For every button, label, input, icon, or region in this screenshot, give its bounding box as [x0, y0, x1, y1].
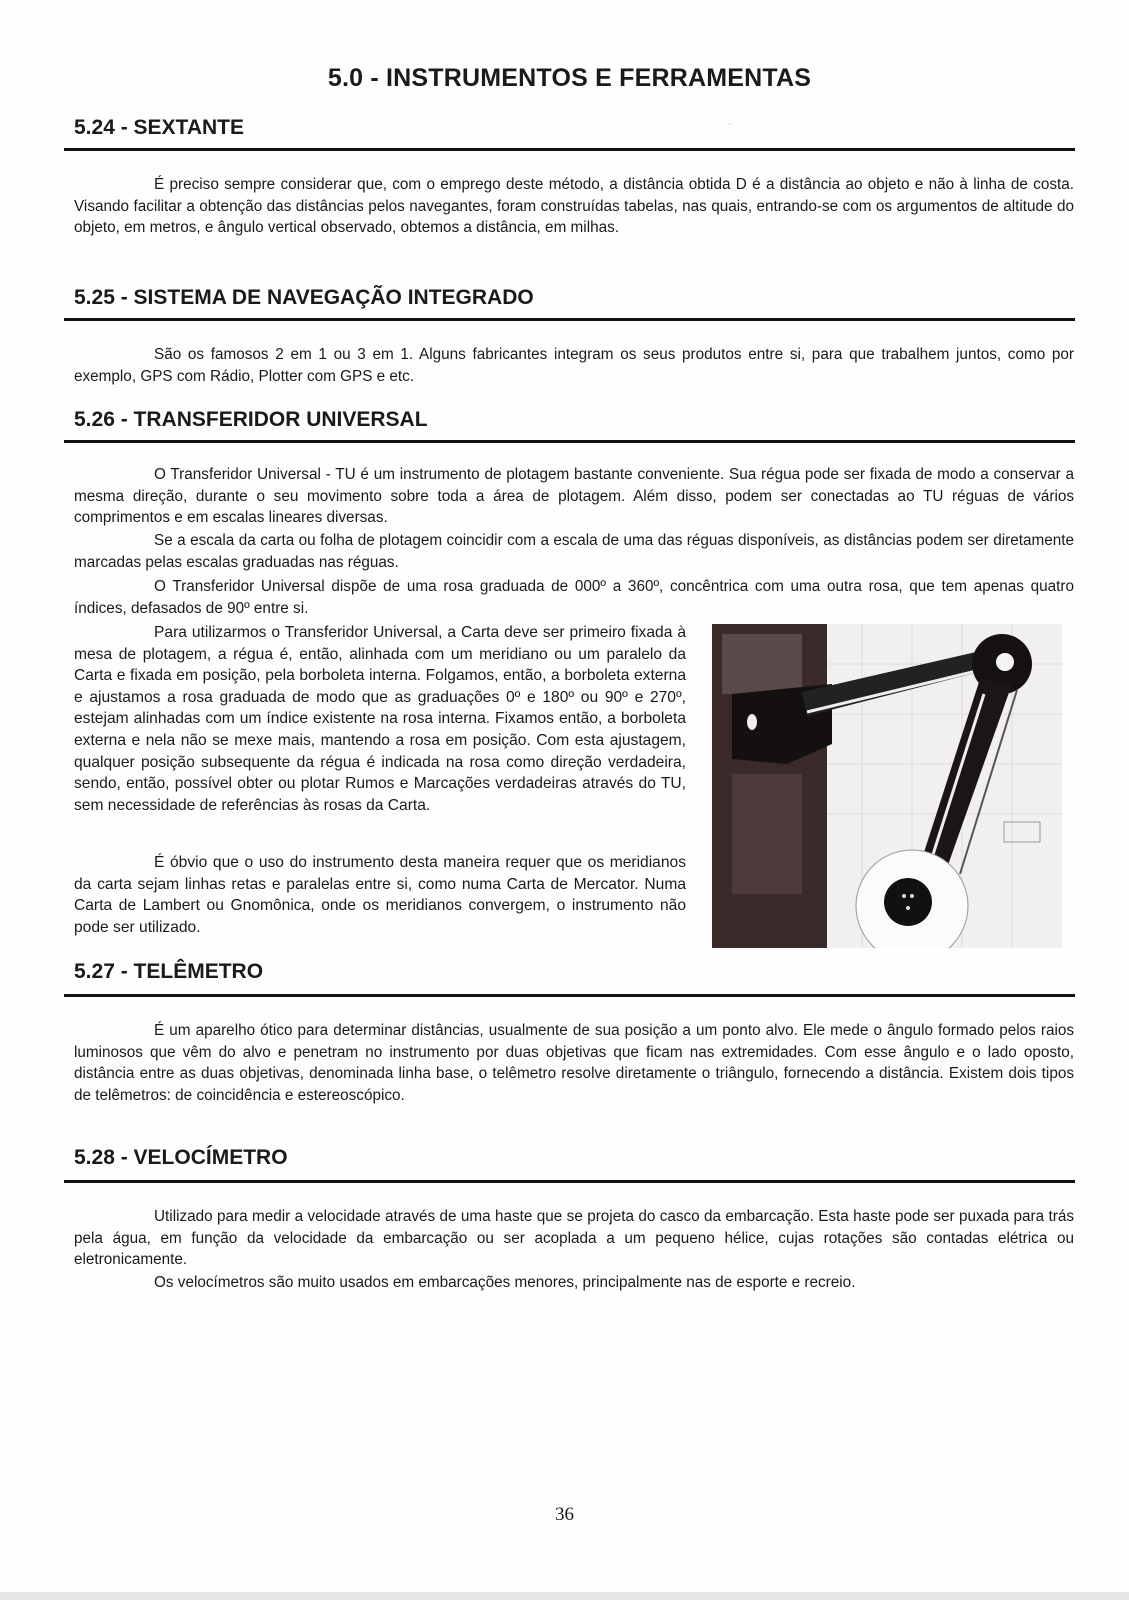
elbow-hole	[996, 653, 1014, 671]
section-heading-telemetro: 5.27 - TELÊMETRO	[74, 960, 264, 983]
paragraph: É preciso sempre considerar que, com o emprego deste método, a distância obtida D é a distância ao objeto e não à linha de costa. Visando facilitar a obtenção das distâncias pelos navegantes, foram construídas tabelas, nas quais, entrando-se com os argumentos de altitude do objeto, em metros, e ângulo vertical observado, obtemos a distância, em milhas.	[74, 176, 1074, 236]
section-rule	[64, 994, 1075, 997]
chapter-title: 5.0 - INSTRUMENTOS E FERRAMENTAS	[327, 64, 812, 92]
section-heading-velocimetro: 5.28 - VELOCÍMETRO	[74, 1146, 288, 1169]
knob-dot	[902, 894, 906, 898]
section-rule	[64, 148, 1075, 151]
knob-dot	[906, 906, 910, 910]
paragraph: São os famosos 2 em 1 ou 3 em 1. Alguns fabricantes integram os seus produtos entre si, para que trabalhem juntos, como por exemplo, GPS com Rádio, Plotter com GPS e etc.	[74, 346, 1074, 385]
clamp-hole	[747, 714, 757, 730]
paragraph: Se a escala da carta ou folha de plotagem coincidir com a escala de uma das réguas disponíveis, as distâncias podem ser diretamente marcadas pelas escalas graduadas nas réguas.	[74, 532, 1074, 571]
section-rule	[64, 318, 1075, 321]
protractor-photo	[712, 624, 1062, 948]
photo-texture	[722, 634, 802, 694]
section-heading-transferidor-universal: 5.26 - TRANSFERIDOR UNIVERSAL	[74, 408, 428, 431]
page-number: 36	[555, 1504, 574, 1525]
paragraph: É um aparelho ótico para determinar distâncias, usualmente de sua posição a um ponto alvo. Ele mede o ângulo formado pelos raios luminosos que vêm do alvo e penetram no instrumento por duas objetivas que ficam nas extremidades. Com esse ângulo e o lado oposto, distância entre as duas objetivas, denominada linha base, o telêmetro resolve diretamente o triângulo, fornecendo a distância. Existem dois tipos de telêmetros: de coincidência e estereoscópico.	[74, 1022, 1074, 1104]
viewer-bottom-edge	[0, 1592, 1129, 1600]
section-heading-sextante: 5.24 - SEXTANTE	[74, 116, 244, 139]
paragraph: O Transferidor Universal - TU é um instrumento de plotagem bastante conveniente. Sua régua pode ser fixada de modo a conservar a mesma direção, durante o seu movimento sobre toda a área de plotagem. Além disso, podem ser conectadas ao TU réguas de vários comprimentos e em escalas lineares diversas.	[74, 466, 1074, 526]
paragraph: É óbvio que o uso do instrumento desta maneira requer que os meridianos da carta sejam linhas retas e paralelas entre si, como numa Carta de Mercator. Numa Carta de Lambert ou Gnomônica, onde os meridianos convergem, o instrumento não pode ser utilizado.	[74, 854, 686, 936]
section-rule	[64, 440, 1075, 443]
paragraph: Utilizado para medir a velocidade através de uma haste que se projeta do casco da embarcação. Esta haste pode ser puxada para trás pela água, em função da velocidade da embarcação ou ser acoplada a um pequeno hélice, cujas rotações são contadas elétrica ou eletronicamente.	[74, 1208, 1074, 1268]
paragraph: O Transferidor Universal dispõe de uma rosa graduada de 000º a 360º, concêntrica com uma outra rosa, que tem apenas quatro índices, defasados de 90º entre si.	[74, 578, 1074, 617]
section-rule	[64, 1180, 1075, 1183]
rose-knob	[884, 878, 932, 926]
photo-texture	[732, 774, 802, 894]
paragraph: Os velocímetros são muito usados em embarcações menores, principalmente nas de esporte e recreio.	[154, 1274, 856, 1291]
section-heading-navegacao-integrado: 5.25 - SISTEMA DE NAVEGAÇÃO INTEGRADO	[74, 286, 534, 309]
scan-artifact: ʾ	[728, 122, 732, 134]
knob-dot	[910, 894, 914, 898]
paragraph: Para utilizarmos o Transferidor Universal, a Carta deve ser primeiro fixada à mesa de plotagem, a régua é, então, alinhada com um meridiano ou um paralelo da Carta e fixada em posição, pela borboleta interna. Folgamos, então, a borboleta externa e ajustamos a rosa graduada de modo que as graduações 0º e 180º ou 90º e 270º, estejam alinhadas com um índice existente na rosa interna. Fixamos então, a borboleta externa e nela não se mexe mais, mantendo a rosa em posição. Com esta ajustagem, qualquer posição subsequente da régua é indicada na rosa como direção verdadeira, sendo, então, possível obter ou plotar Rumos e Marcações verdadeiras através do TU, sem necessidade de referências às rosas da Carta.	[74, 624, 686, 814]
